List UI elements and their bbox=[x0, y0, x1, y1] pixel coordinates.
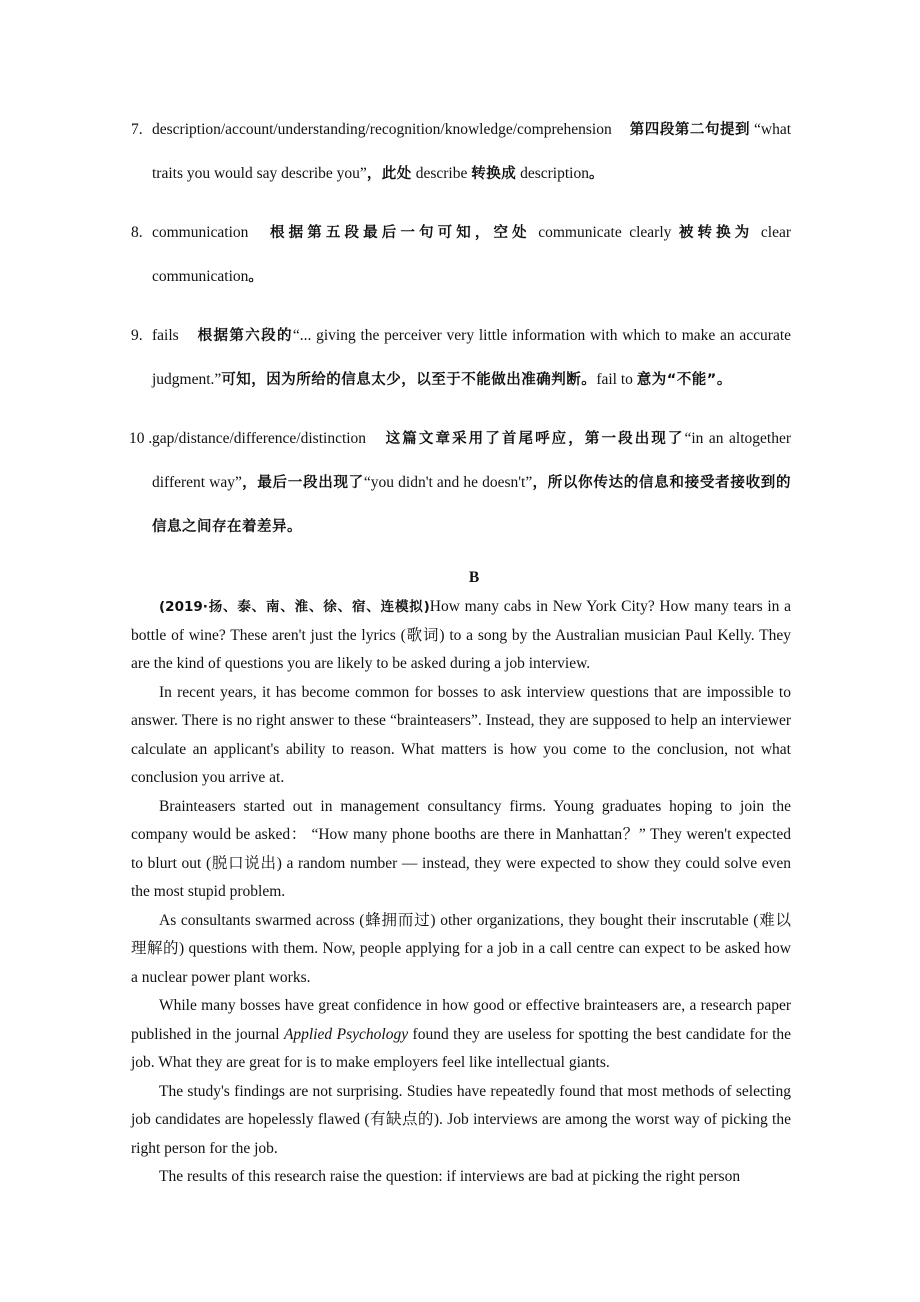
journal-title: Applied Psychology bbox=[283, 1025, 409, 1043]
answer-explanation-9-part2: 可知，因为所给的信息太少，以至于不能做出准确判断。 bbox=[221, 372, 597, 388]
answer-key-9: fails bbox=[152, 327, 179, 344]
passage-paragraph-5 bbox=[131, 992, 791, 1078]
answer-explanation-10-part1: 这篇文章采用了首尾呼应，第一段出现了 bbox=[384, 431, 685, 447]
answer-explanation-7-part2: ，此处 bbox=[366, 166, 412, 182]
answer-term-9-1: fail to bbox=[596, 371, 633, 388]
answer-key-10: gap/distance/difference/distinction bbox=[152, 430, 367, 447]
answer-explanations-list bbox=[131, 108, 791, 549]
passage-source-attribution: (2019·扬、泰、南、淮、徐、宿、连模拟) bbox=[159, 599, 430, 615]
section-heading-b: B bbox=[468, 569, 480, 586]
answer-number-7: 7. bbox=[131, 121, 143, 138]
answer-term-7-2: description bbox=[520, 165, 589, 182]
passage-paragraph-3: Brainteasers started out in management consultancy firms. Young graduates hoping to join the company would be asked： “How many phone booths are there in Manhattan？” They weren't expected to blurt out (脱口说出) a random number — instead, they were expected to show they could solve even the most stupid problem. bbox=[131, 797, 791, 900]
passage-paragraph-5-after: found they are useless for spotting the best candidate for the job. What they are great for is to make employers feel like intellectual giants. bbox=[131, 1025, 792, 1071]
answer-explanation-7-part4: 。 bbox=[588, 166, 604, 182]
page-content bbox=[131, 108, 791, 1192]
passage-paragraph-2: In recent years, it has become common for bosses to ask interview questions that are impossible to answer. There is no right answer to these “brainteasers”. Instead, they are supposed to help an interviewer calculate an applicant's ability to reason. What matters is how you come to the conclusion, not what conclusion you arrive at. bbox=[131, 683, 791, 786]
answer-explanation-9-part1: 根据第六段的 bbox=[196, 328, 293, 344]
answer-explanation-8-part3: 。 bbox=[248, 269, 264, 285]
passage-paragraph-5-before: While many bosses have great confidence in how good or effective brainteasers are, a research paper published in the journal bbox=[131, 997, 791, 1043]
passage-paragraph-7: The results of this research raise the question: if interviews are bad at picking the right person bbox=[159, 1168, 741, 1185]
answer-quote-9: “... giving the perceiver very little information with which to make an accurate judgment.” bbox=[152, 327, 792, 388]
answer-key-8: communication bbox=[152, 224, 249, 241]
answer-key-7: description/account/understanding/recognition/knowledge/comprehension bbox=[152, 121, 612, 138]
answer-term-7-1: describe bbox=[415, 165, 468, 182]
answer-item-7 bbox=[131, 108, 791, 196]
answer-explanation-10-part2: ，最后一段出现了 bbox=[241, 475, 364, 491]
answer-number-8: 8. bbox=[131, 224, 143, 241]
answer-explanation-7-part3: 转换成 bbox=[471, 166, 517, 182]
passage-paragraph-4: As consultants swarmed across (蜂拥而过) other organizations, they bought their inscrutable (难以理解的) questions with them. Now, people applying for a job in a call centre can expect to be asked how a nuclear power plant works. bbox=[131, 911, 791, 986]
answer-item-9 bbox=[131, 314, 791, 402]
answer-quote-7: “what traits you would say describe you” bbox=[152, 121, 792, 182]
answer-term-8-1: communicate clearly bbox=[538, 224, 672, 241]
answer-number-9: 9. bbox=[131, 327, 143, 344]
answer-quote-10-2: “you didn't and he doesn't” bbox=[363, 474, 533, 491]
answer-number-10: 10 . bbox=[129, 430, 153, 447]
answer-explanation-8-part2: 被转换为 bbox=[678, 225, 754, 241]
answer-explanation-10-part3: ，所以你传达的信息和接受者接收到的信息之间存在着差异。 bbox=[152, 475, 792, 535]
reading-passage-b bbox=[131, 593, 791, 1192]
answer-item-8 bbox=[131, 211, 791, 299]
passage-paragraph-1-text: How many cabs in New York City? How many tears in a bottle of wine? These aren't just the lyrics (歌词) to a song by the Australian musician Paul Kelly. They are the kind of questions you are likely to be asked during a job interview. bbox=[131, 598, 791, 672]
passage-paragraph-6: The study's findings are not surprising. Studies have repeatedly found that most methods of selecting job candidates are hopelessly flawed (有缺点的). Job interviews are among the worst way of picking the right person for the job. bbox=[131, 1082, 791, 1157]
answer-term-8-2: clear communication bbox=[152, 224, 792, 285]
answer-explanation-8-part1: 根据第五段最后一句可知，空处 bbox=[266, 225, 531, 241]
answer-explanation-7-part1: 第四段第二句提到 bbox=[629, 122, 751, 138]
passage-paragraph-1 bbox=[131, 593, 791, 679]
answer-item-10 bbox=[131, 417, 791, 549]
answer-quote-10-1: “in an altogether different way” bbox=[152, 430, 791, 491]
answer-explanation-9-part3: 意为“不能”。 bbox=[636, 372, 732, 388]
